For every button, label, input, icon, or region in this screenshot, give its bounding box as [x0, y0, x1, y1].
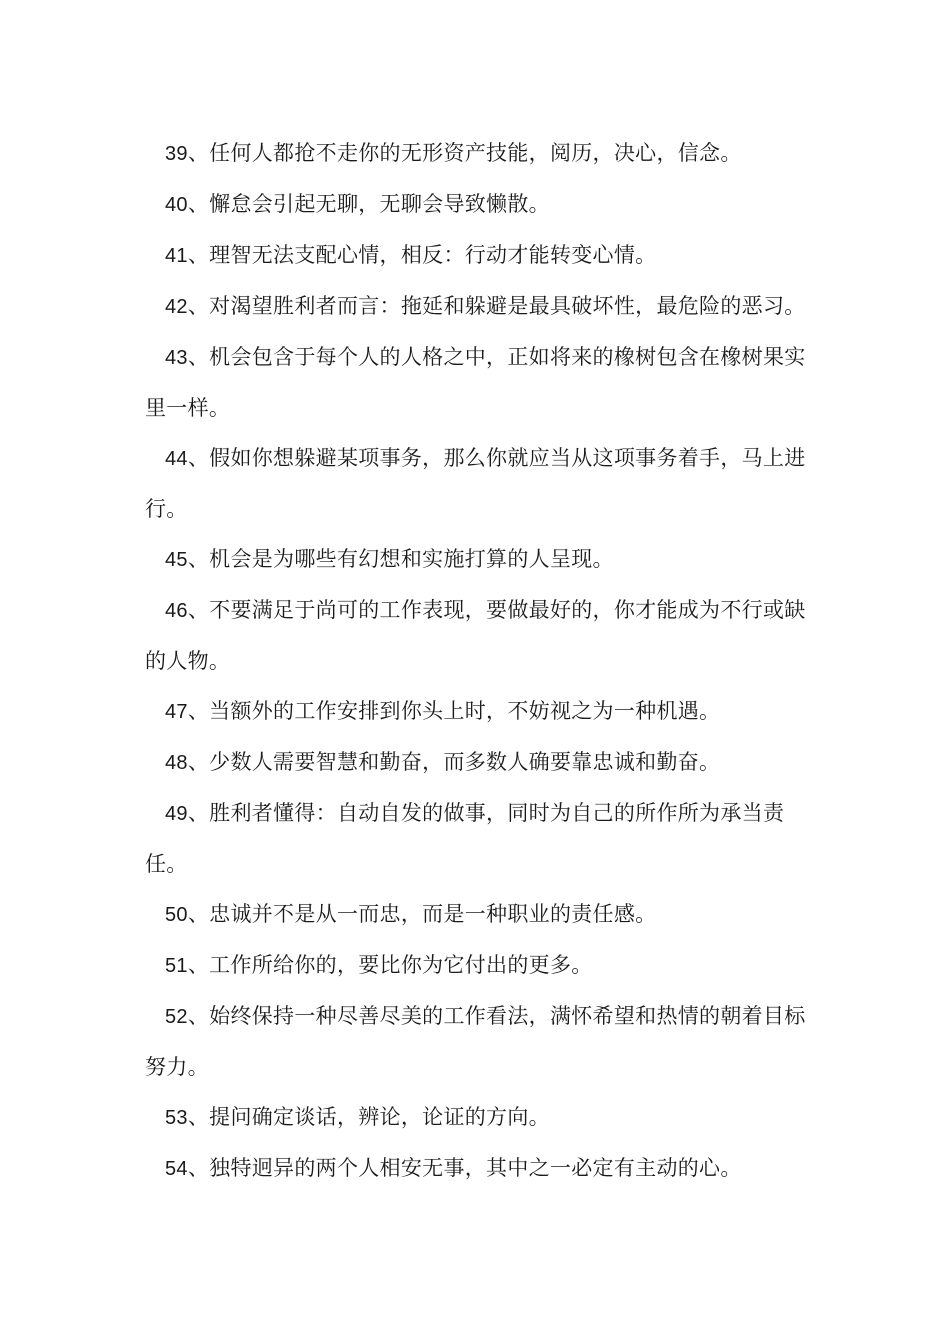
paragraph-number: 47 — [165, 701, 188, 723]
paragraph-number: 45 — [165, 549, 188, 571]
paragraph-number: 44 — [165, 448, 188, 470]
paragraph-text: 、对渴望胜利者而言：拖延和躲避是最具破坏性，最危险的恶习。 — [187, 294, 806, 318]
paragraph-text: 、假如你想躲避某项事务，那么你就应当从这项事务着手，马上进行。 — [145, 446, 806, 521]
paragraph-text: 、始终保持一种尽善尽美的工作看法，满怀希望和热情的朝着目标努力。 — [145, 1004, 806, 1079]
paragraph — [145, 128, 810, 179]
paragraph-text: 、提问确定谈话，辨论，论证的方向。 — [187, 1105, 550, 1129]
paragraph — [145, 940, 810, 991]
paragraph — [145, 889, 810, 940]
paragraph-text: 、少数人需要智慧和勤奋，而多数人确要靠忠诚和勤奋。 — [187, 750, 721, 774]
paragraph — [145, 230, 810, 281]
paragraph-number: 50 — [165, 904, 188, 926]
paragraph-text: 、当额外的工作安排到你头上时，不妨视之为一种机遇。 — [187, 699, 721, 723]
paragraph-text: 、工作所给你的，要比你为它付出的更多。 — [187, 953, 593, 977]
paragraph — [145, 179, 810, 230]
paragraph — [145, 585, 810, 686]
paragraph-number: 42 — [165, 296, 188, 318]
paragraph-number: 39 — [165, 143, 188, 165]
paragraph-text: 、忠诚并不是从一而忠，而是一种职业的责任感。 — [187, 902, 657, 926]
paragraph-text: 、胜利者懂得：自动自发的做事，同时为自己的所作所为承当责任。 — [145, 801, 785, 876]
paragraph — [145, 1143, 810, 1194]
paragraph — [145, 686, 810, 737]
paragraph-number: 52 — [165, 1006, 188, 1028]
paragraph-number: 51 — [165, 955, 188, 977]
paragraph — [145, 788, 810, 889]
paragraph-number: 53 — [165, 1107, 188, 1129]
paragraph — [145, 433, 810, 534]
paragraph-text: 、机会包含于每个人的人格之中，正如将来的橡树包含在橡树果实里一样。 — [145, 345, 806, 420]
paragraph-text: 、不要满足于尚可的工作表现，要做最好的，你才能成为不行或缺的人物。 — [145, 598, 806, 673]
paragraph-text: 、机会是为哪些有幻想和实施打算的人呈现。 — [187, 547, 614, 571]
paragraph-text: 、独特迥异的两个人相安无事，其中之一必定有主动的心。 — [187, 1156, 742, 1180]
paragraph — [145, 1092, 810, 1143]
paragraph — [145, 991, 810, 1092]
paragraph-number: 54 — [165, 1158, 188, 1180]
paragraph-text: 、任何人都抢不走你的无形资产技能，阅历，决心，信念。 — [187, 141, 742, 165]
paragraph-number: 41 — [165, 245, 188, 267]
paragraph-number: 43 — [165, 347, 188, 369]
paragraph — [145, 281, 810, 332]
paragraph-number: 40 — [165, 194, 188, 216]
paragraph — [145, 534, 810, 585]
paragraph-number: 49 — [165, 803, 188, 825]
paragraph-number: 46 — [165, 600, 188, 622]
paragraph-text: 、理智无法支配心情，相反：行动才能转变心情。 — [187, 243, 657, 267]
document-body — [145, 128, 810, 1194]
paragraph-text: 、懈怠会引起无聊，无聊会导致懒散。 — [187, 192, 550, 216]
paragraph — [145, 332, 810, 433]
paragraph — [145, 737, 810, 788]
paragraph-number: 48 — [165, 752, 188, 774]
